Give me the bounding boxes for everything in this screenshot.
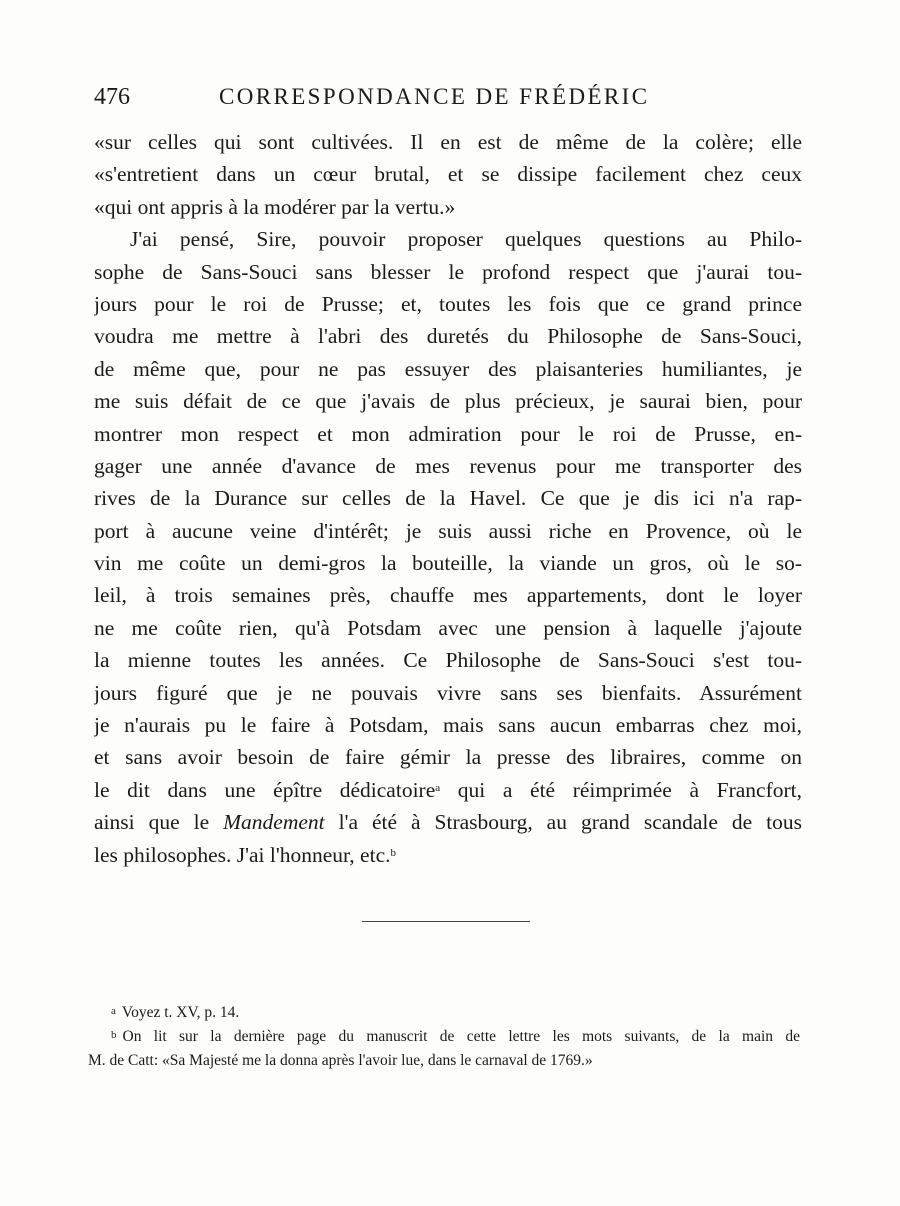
page-number: 476 — [94, 84, 130, 110]
paragraph-first-line: J'ai pensé, Sire, pouvoir proposer quelques questions au Philo- — [130, 227, 802, 252]
text-segment: les philosophes. J'ai l'honneur, etc. — [94, 842, 391, 867]
text-line: gager une année d'avance de mes revenus pour me transporter des — [94, 453, 802, 478]
footnote-mark: a — [111, 1005, 116, 1017]
footnotes — [88, 1001, 800, 1073]
footnote-b — [88, 1025, 800, 1049]
text-line: et sans avoir besoin de faire gémir la presse des libraires, comme on — [94, 745, 802, 770]
text-line: jours figuré que je ne pouvais vivre sans ses bienfaits. Assurément — [94, 680, 802, 705]
footnote-text: On lit sur la dernière page du manuscrit de cette lettre les mots suivants, de la main de — [122, 1028, 800, 1045]
text-line: la mienne toutes les années. Ce Philosophe de Sans-Souci s'est tou- — [94, 648, 802, 673]
italic-title: Mandement — [223, 810, 325, 835]
text-segment: ainsi que le — [94, 810, 224, 835]
page-header — [94, 84, 706, 114]
text-line: je n'aurais pu le faire à Potsdam, mais sans aucun embarras chez moi, — [94, 713, 802, 738]
footnote-b-continued: M. de Catt: «Sa Majesté me la donna après l'avoir lue, dans le carnaval de 1769.» — [88, 1052, 593, 1069]
text-line: vin me coûte un demi-gros la bouteille, la viande un gros, où le so- — [94, 551, 802, 576]
text-line — [94, 806, 802, 838]
footnote-a — [88, 1001, 800, 1025]
text-segment: qui a été réimprimée à Francfort, — [440, 777, 802, 802]
footnote-mark: b — [111, 1029, 117, 1041]
footnote-ref-b[interactable]: b — [390, 846, 396, 859]
text-line: montrer mon respect et mon admiration pour le roi de Prusse, en- — [94, 421, 802, 446]
text-line: «sur celles qui sont cultivées. Il en est de même de la colère; elle — [94, 130, 802, 154]
separator-rule — [362, 921, 530, 922]
footnote-ref-a[interactable]: a — [435, 781, 441, 794]
text-line — [94, 839, 802, 871]
text-line: «qui ont appris à la modérer par la vertu.» — [94, 194, 456, 219]
text-line: jours pour le roi de Prusse; et, toutes les fois que ce grand prince — [94, 291, 802, 316]
text-line: sophe de Sans-Souci sans blesser le profond respect que j'aurai tou- — [94, 259, 802, 284]
text-line: «s'entretient dans un cœur brutal, et se dissipe facilement chez ceux — [94, 162, 802, 187]
letter-body — [94, 126, 802, 871]
text-line: de même que, pour ne pas essuyer des plaisanteries humiliantes, je — [94, 356, 802, 381]
text-line — [94, 774, 802, 806]
running-title: CORRESPONDANCE DE FRÉDÉRIC — [219, 84, 650, 109]
text-line: port à aucune veine d'intérêt; je suis aussi riche en Provence, où le — [94, 518, 802, 543]
footnote-text: Voyez t. XV, p. 14. — [121, 1004, 240, 1021]
text-segment: le dit dans une épître dédicatoire — [94, 777, 436, 802]
text-line: me suis défait de ce que j'avais de plus précieux, je saurai bien, pour — [94, 389, 802, 414]
text-segment: l'a été à Strasbourg, au grand scandale de tous — [324, 810, 802, 835]
text-line: leil, à trois semaines près, chauffe mes appartements, dont le loyer — [94, 583, 802, 608]
text-line: rives de la Durance sur celles de la Havel. Ce que je dis ici n'a rap- — [94, 486, 802, 511]
text-line: ne me coûte rien, qu'à Potsdam avec une pension à laquelle j'ajoute — [94, 615, 802, 640]
text-line: voudra me mettre à l'abri des duretés du Philosophe de Sans-Souci, — [94, 324, 802, 349]
